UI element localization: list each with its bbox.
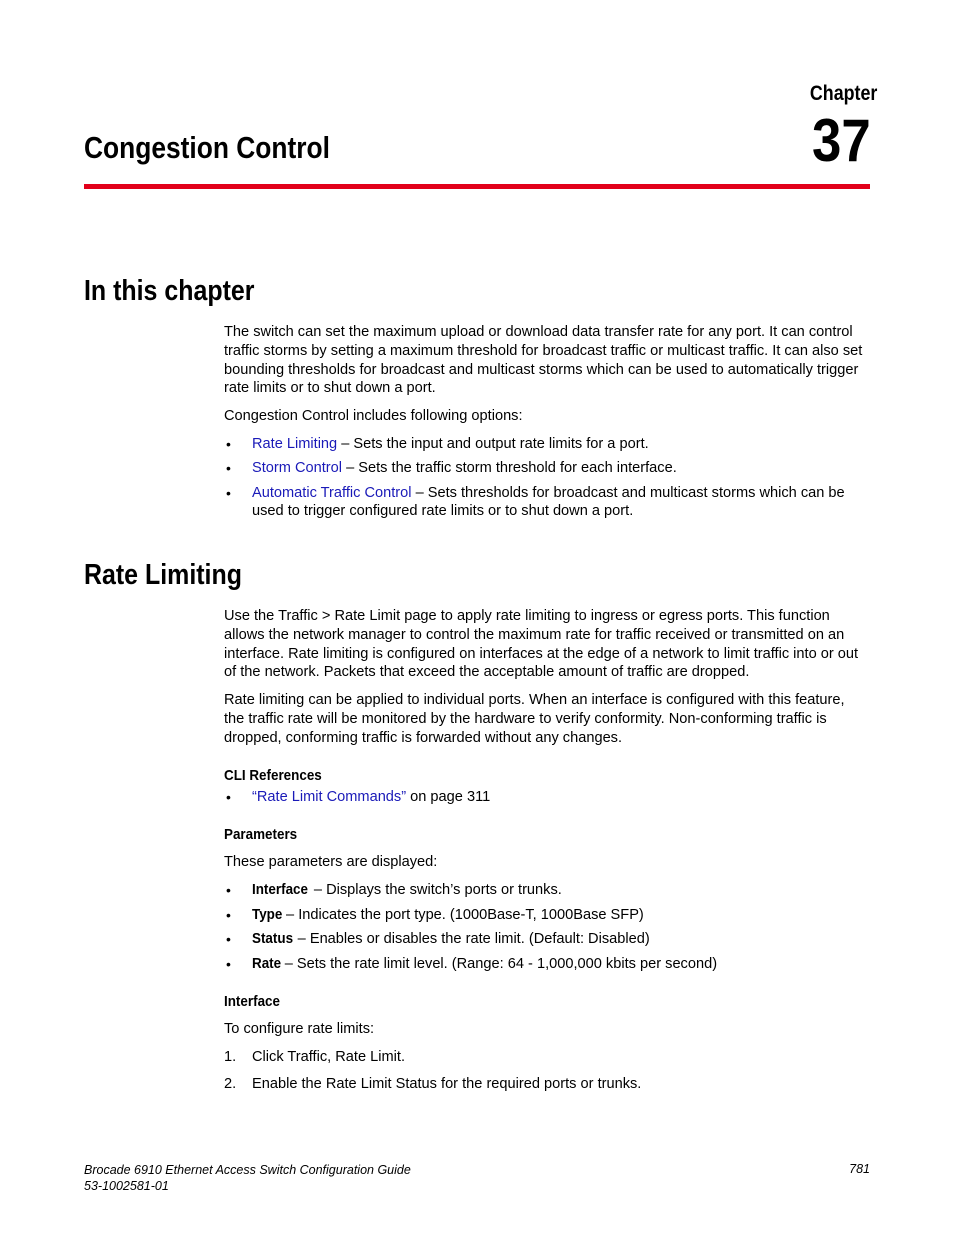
step-number: 2. (224, 1076, 237, 1093)
footer (84, 1162, 411, 1194)
cli-page-reference: on page 311 (406, 789, 491, 806)
chapter-label: Chapter (809, 82, 877, 105)
list-item (224, 484, 866, 522)
in-this-chapter-body (224, 323, 866, 521)
rate-limiting-paragraph-2: Rate limiting can be applied to individual ports. When an interface is configured with this feature, the traffic rate will be monitored by the hardware to verify conformity. Non-conforming traffic is dropped, conforming traffic is forwarded without any changes. (224, 692, 845, 746)
rate-limiting-body (224, 607, 866, 1094)
automatic-traffic-control-link[interactable]: Automatic Traffic Control (252, 484, 412, 501)
option-description: – Sets thresholds for broadcast and multicast storms which can be used to trigger configured rate limits or to shut down a port. (252, 484, 845, 520)
parameter-description: – Indicates the port type. (1000Base-T, 1000Base SFP) (281, 906, 644, 923)
parameters-intro: These parameters are displayed: (224, 853, 438, 870)
chapter-title: Congestion Control (84, 130, 330, 165)
storm-control-link[interactable]: Storm Control (252, 459, 343, 476)
step-number: 1. (224, 1048, 237, 1065)
chapter-number: 37 (812, 107, 871, 174)
step-text: Click Traffic, Rate Limit. (252, 1048, 405, 1065)
parameter-term: Interface (252, 881, 308, 898)
bullet-icon: • (226, 435, 231, 452)
list-item (224, 459, 866, 478)
options-intro: Congestion Control includes following options: (224, 408, 523, 425)
list-item (224, 906, 866, 925)
step-item (224, 1048, 866, 1067)
parameter-term: Status (252, 931, 294, 948)
parameter-term: Rate (252, 956, 282, 973)
bullet-icon: • (226, 906, 231, 923)
cli-references-list (224, 788, 866, 807)
list-item (224, 955, 866, 974)
in-this-chapter-heading: In this chapter (84, 275, 255, 307)
step-item (224, 1075, 866, 1094)
option-description: – Sets the input and output rate limits for a port. (337, 435, 649, 452)
parameters-heading: Parameters (224, 827, 298, 844)
option-description: – Sets the traffic storm threshold for each interface. (342, 459, 677, 476)
footer-document-title: Brocade 6910 Ethernet Access Switch Configuration Guide (84, 1163, 411, 1177)
intro-paragraph: The switch can set the maximum upload or download data transfer rate for any port. It can control traffic storms by setting a maximum threshold for broadcast traffic or multicast traffic. It can also set bounding thresholds for broadcast and multicast storms which can be used to automatically trigger rate limits or to shut down a port. (224, 324, 863, 397)
interface-heading: Interface (224, 993, 280, 1010)
list-item (224, 435, 866, 454)
bullet-icon: • (226, 459, 231, 476)
parameters-list (224, 881, 866, 974)
bullet-icon: • (226, 881, 231, 898)
rate-limit-commands-link[interactable]: “Rate Limit Commands” (252, 789, 407, 806)
interface-intro: To configure rate limits: (224, 1020, 375, 1037)
list-item (224, 788, 866, 807)
parameter-description: – Enables or disables the rate limit. (Default: Disabled) (293, 931, 650, 948)
options-list (224, 435, 866, 521)
bullet-icon: • (226, 931, 231, 948)
rate-limiting-paragraph-1: Use the Traffic > Rate Limit page to apply rate limiting to ingress or egress ports. This function allows the network manager to control the maximum rate for traffic received or transmitted on an interface. Rate limiting is configured on interfaces at the edge of a network to limit traffic into or out of the network. Packets that exceed the acceptable amount of traffic are dropped. (224, 608, 859, 681)
chapter-rule (84, 184, 870, 189)
parameter-description: – Displays the switch’s ports or trunks. (309, 881, 562, 898)
cli-references-heading: CLI References (224, 767, 322, 784)
rate-limiting-link[interactable]: Rate Limiting (252, 435, 338, 452)
rate-limiting-heading: Rate Limiting (84, 559, 242, 591)
bullet-icon: • (226, 789, 231, 806)
bullet-icon: • (226, 956, 231, 973)
steps-list (224, 1048, 866, 1095)
parameter-term: Type (252, 906, 283, 923)
bullet-icon: • (226, 484, 231, 501)
page-number: 781 (849, 1162, 870, 1176)
parameter-description: – Sets the rate limit level. (Range: 64 - 1,000,000 kbits per second) (280, 956, 718, 973)
footer-document-number: 53-1002581-01 (84, 1179, 169, 1193)
list-item (224, 881, 866, 900)
list-item (224, 930, 866, 949)
step-text: Enable the Rate Limit Status for the required ports or trunks. (252, 1076, 642, 1093)
